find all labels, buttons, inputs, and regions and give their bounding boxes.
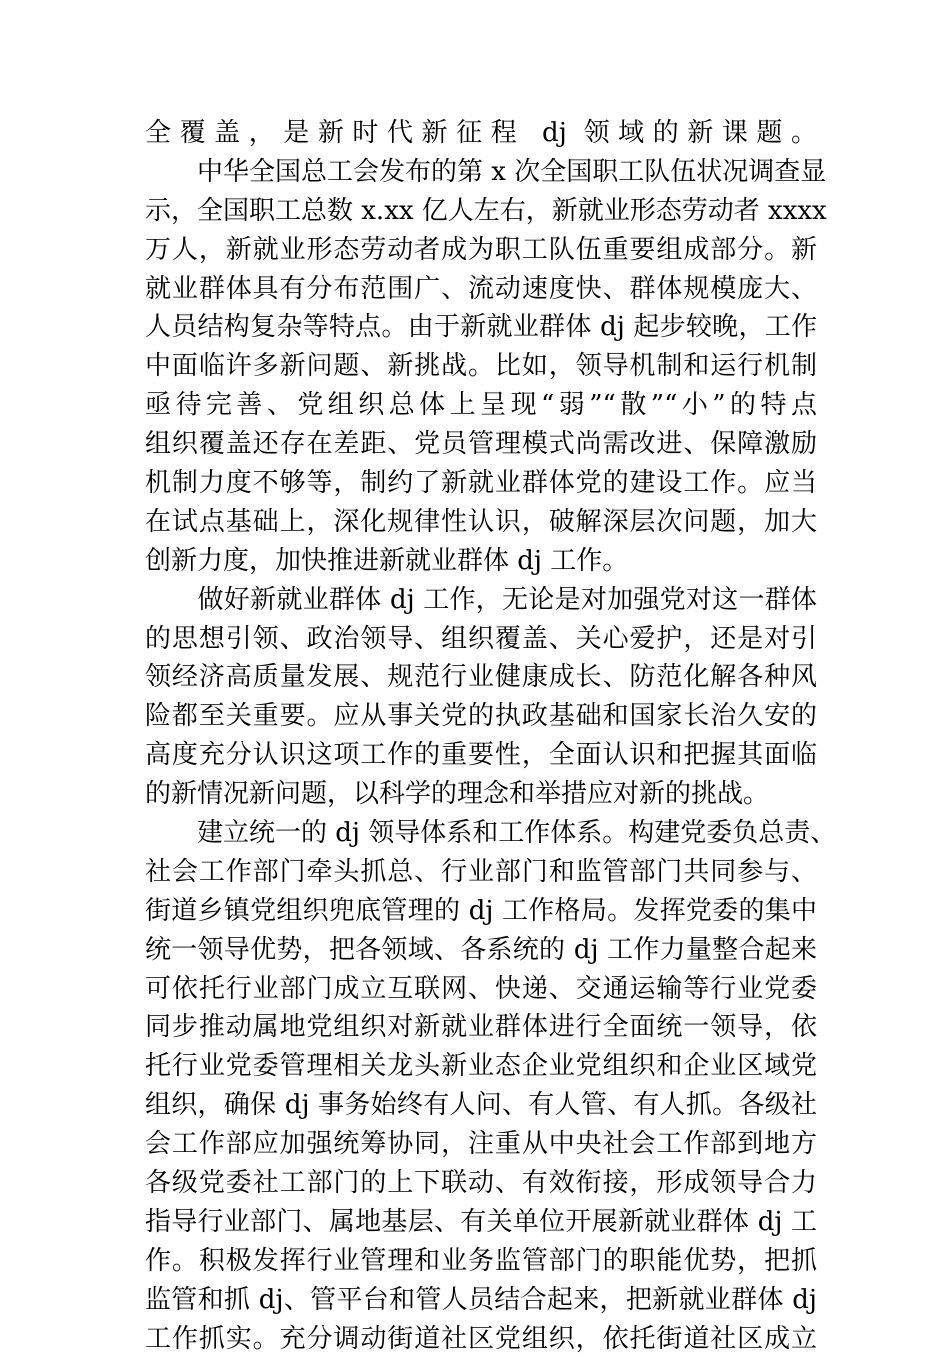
text-line: 的思想引领、政治领导、组织覆盖、关心爱护，还是对引 [145,623,817,654]
text-line: 示，全国职工总数 x.xx 亿人左右，新就业形态劳动者 xxxx [145,195,827,226]
text-line: 统一领导优势，把各领域、各系统的 dj 工作力量整合起来 [145,934,817,965]
text-line: 街道乡镇党组织兜底管理的 dj 工作格局。发挥党委的集中 [145,895,817,926]
text-line: 亟待完善、党组织总体上呈现“弱”“散”“小”的特点 [145,390,817,421]
text-line: 的新情况新问题，以科学的理念和举措应对新的挑战。 [145,779,770,810]
text-line: 指导行业部门、属地基层、有关单位开展新就业群体 dj 工 [145,1206,817,1237]
text-line: 工作抓实。充分调动街道社区党组织，依托街道社区成立 [145,1323,817,1354]
text-line: 托行业党委管理相关龙头新业态企业党组织和企业区域党 [145,1051,817,1082]
text-line: 领经济高质量发展、规范行业健康成长、防范化解各种风 [145,662,817,693]
text-line: 中面临许多新问题、新挑战。比如，领导机制和运行机制 [145,351,817,382]
text-line: 就业群体具有分布范围广、流动速度快、群体规模庞大、 [145,273,817,304]
text-line: 创新力度，加快推进新就业群体 dj 工作。 [145,545,629,576]
text-line: 人员结构复杂等特点。由于新就业群体 dj 起步较晚，工作 [145,312,817,343]
text-line: 在试点基础上，深化规律性认识，破解深层次问题，加大 [145,506,817,537]
text-line: 可依托行业部门成立互联网、快递、交通运输等行业党委 [145,973,817,1004]
document-page [145,114,837,1359]
text-line: 各级党委社工部门的上下联动、有效衔接，形成领导合力 [145,1168,817,1199]
text-line: 机制力度不够等，制约了新就业群体党的建设工作。应当 [145,468,817,499]
text-line: 险都至关重要。应从事关党的执政基础和国家长治久安的 [145,701,817,732]
text-line: 会工作部应加强统筹协同，注重从中央社会工作部到地方 [145,1129,817,1160]
text-line: 同步推动属地党组织对新就业群体进行全面统一领导，依 [145,1012,817,1043]
text-line: 中华全国总工会发布的第 x 次全国职工队伍状况调查显 [145,156,827,187]
text-line: 作。积极发挥行业管理和业务监管部门的职能优势，把抓 [145,1245,817,1276]
text-line: 高度充分认识这项工作的重要性，全面认识和把握其面临 [145,740,817,771]
text-line: 组织，确保 dj 事务始终有人问、有人管、有人抓。各级社 [145,1090,817,1121]
text-line: 社会工作部门牵头抓总、行业部门和监管部门共同参与、 [145,856,817,887]
text-line: 组织覆盖还存在差距、党员管理模式尚需改进、保障激励 [145,429,817,460]
text-line: 建立统一的 dj 领导体系和工作体系。构建党委负总责、 [145,818,837,849]
text-line: 监管和抓 dj、管平台和管人员结合起来，把新就业群体 dj [145,1284,817,1315]
text-line: 做好新就业群体 dj 工作，无论是对加强党对这一群体 [145,584,817,615]
text-line: 万人，新就业形态劳动者成为职工队伍重要组成部分。新 [145,234,817,265]
text-line: 全覆盖，是新时代新征程 dj 领域的新课题。 [145,118,817,148]
